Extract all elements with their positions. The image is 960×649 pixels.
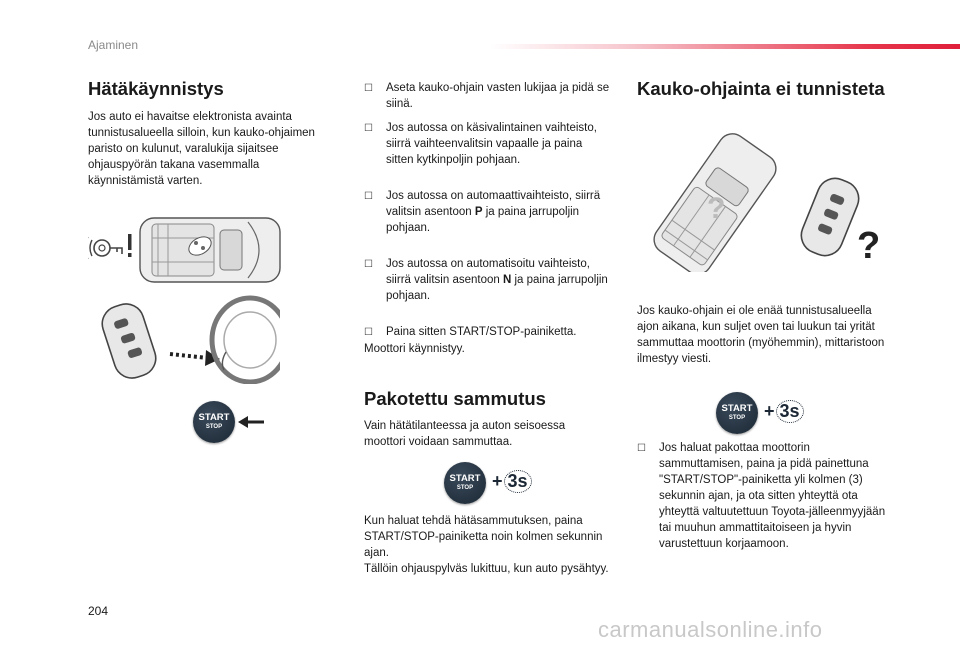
three-seconds-badge: 3s bbox=[504, 470, 532, 493]
car-top-view bbox=[140, 218, 280, 282]
car-question-mark: ? bbox=[707, 192, 726, 225]
start-stop-button-icon bbox=[193, 401, 235, 443]
plus-sign: + bbox=[492, 471, 503, 491]
gear-position-n: N bbox=[502, 274, 512, 286]
bullet-text-pre: Jos autossa on automatisoitu vaihteisto, siirrä valitsin asentoon bbox=[386, 258, 590, 286]
stop-label: STOP bbox=[205, 424, 223, 430]
start-label: START bbox=[449, 473, 481, 484]
key-fob-steering-wheel-illustration bbox=[100, 292, 280, 384]
bullet-text-pre: Jos autossa on automaattivaihteisto, siirrä valitsin asentoon bbox=[386, 190, 601, 218]
plus-sign: + bbox=[764, 401, 775, 421]
car-top-view-key-illustration bbox=[88, 210, 288, 290]
three-seconds-badge: 3s bbox=[776, 400, 804, 423]
checkbox-bullet-icon: ☐ bbox=[364, 191, 373, 202]
key-question-mark: ? bbox=[857, 225, 881, 267]
force-shutdown-instruction: Jos haluat pakottaa moottorin sammuttamisen, paina ja pidä painettuna "START/STOP"-painiketta yli kolmen (3) sekunnin ajan, ja ota sitten yhteyttä ota yhteyttä valtuutettuun Toyota-jälleenmyyjään tai muuhun ammattitaitoiseen ja hyvin varustettuun korjaamoon. bbox=[659, 442, 886, 550]
car-key-not-detected-illustration bbox=[645, 132, 890, 272]
stop-label: STOP bbox=[456, 485, 474, 491]
checkbox-bullet-icon: ☐ bbox=[364, 259, 373, 270]
key-warning-icon bbox=[88, 234, 132, 259]
watermark: carmanualsonline.info bbox=[598, 617, 823, 642]
title-forced-shutdown: Pakotettu sammutus bbox=[364, 388, 546, 409]
bullet-item bbox=[364, 256, 612, 304]
steering-lock-note: Tällöin ohjauspylväs lukittuu, kun auto pysähtyy. bbox=[364, 563, 609, 575]
bullet-item bbox=[364, 324, 612, 341]
hold-three-seconds-label bbox=[764, 400, 804, 423]
bullet-text: Paina sitten START/STOP-painiketta. bbox=[386, 326, 577, 338]
arrow-left-icon bbox=[236, 414, 266, 430]
checkbox-bullet-icon: ☐ bbox=[364, 123, 373, 134]
start-label: START bbox=[198, 412, 230, 423]
key-fob-icon bbox=[100, 299, 160, 382]
bullet-text: Jos autossa on käsivalintainen vaihteisto, siirrä vaihteenvalitsin vapaalle ja paina sitten kytkinpoljin pohjaan. bbox=[386, 122, 597, 166]
procedure-bullets bbox=[364, 80, 612, 357]
checkbox-bullet-icon: ☐ bbox=[364, 83, 373, 94]
bullet-text-post: ja paina jarrupoljin pohjaan. bbox=[386, 206, 580, 234]
start-label: START bbox=[721, 403, 753, 414]
bullet-item bbox=[364, 120, 612, 168]
page-number: 204 bbox=[88, 604, 109, 618]
checkbox-bullet-icon: ☐ bbox=[364, 327, 373, 338]
bullet-item bbox=[364, 80, 612, 112]
title-remote-not-detected: Kauko-ohjainta ei tunnisteta bbox=[637, 78, 885, 99]
bullet-item bbox=[364, 188, 612, 236]
remote-not-detected-text: Jos kauko-ohjain ei ole enää tunnistusalueella ajon aikana, kun suljet oven tai luukun tai yrität sammuttaa moottorin (myöhemmin), mittaristoon ilmestyy viesti. bbox=[637, 305, 885, 365]
section-label: Ajaminen bbox=[88, 38, 139, 52]
engine-starts-text: Moottori käynnistyy. bbox=[364, 343, 465, 355]
bullet-item bbox=[637, 440, 889, 552]
bullet-text: Aseta kauko-ohjain vasten lukijaa ja pidä se siinä. bbox=[386, 82, 610, 110]
steering-wheel-icon bbox=[212, 298, 280, 382]
key-fob-icon bbox=[796, 173, 864, 261]
forced-shutdown-intro: Vain hätätilanteessa ja auton seisoessa moottori voidaan sammuttaa. bbox=[364, 420, 566, 448]
start-stop-button-icon bbox=[716, 392, 758, 434]
stop-label: STOP bbox=[728, 415, 746, 421]
checkbox-bullet-icon: ☐ bbox=[637, 443, 646, 454]
title-emergency-start: Hätäkäynnistys bbox=[88, 78, 224, 99]
header-accent-bar bbox=[490, 44, 960, 49]
gear-position-p: P bbox=[474, 206, 483, 218]
hold-three-seconds-label bbox=[492, 470, 532, 493]
forced-shutdown-instruction: Kun haluat tehdä hätäsammutuksen, paina START/STOP-painiketta noin kolmen sekunnin ajan. bbox=[364, 515, 603, 559]
start-stop-button-icon bbox=[444, 462, 486, 504]
bullet-text-post: ja paina jarrupoljin pohjaan. bbox=[386, 274, 608, 302]
emergency-start-intro: Jos auto ei havaitse elektronista avainta tunnistusalueella silloin, kun kauko-ohjaimen paristo on kulunut, varalukija sijaitsee ohjauspyörän takana vasemmalla käynnistämistä varten. bbox=[88, 111, 315, 187]
